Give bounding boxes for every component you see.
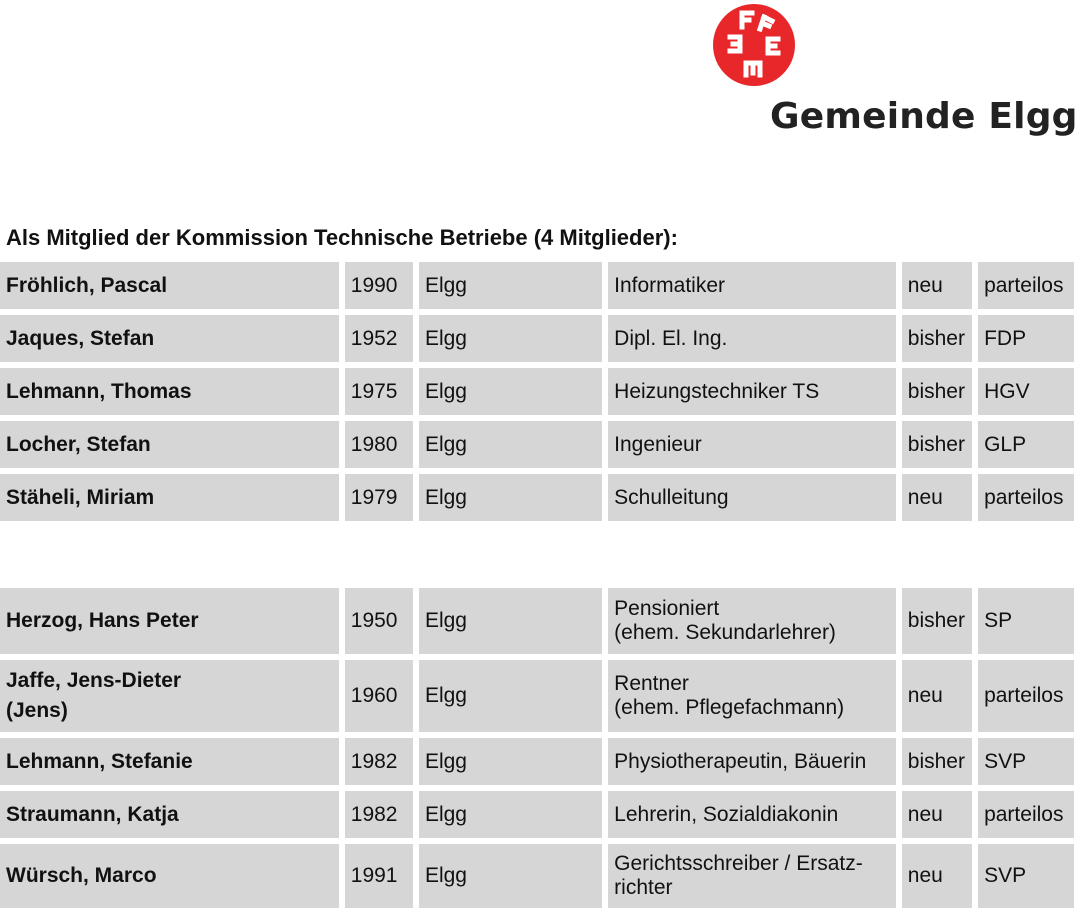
profession: Heizungstechniker TS <box>608 368 896 415</box>
place: Elgg <box>419 474 602 521</box>
party: HGV <box>978 368 1074 415</box>
profession-line-1: Pensioniert <box>614 597 720 620</box>
member-name: Straumann, Katja <box>0 791 339 838</box>
status: neu <box>902 262 972 309</box>
members-table-committee <box>0 256 1080 527</box>
table-row <box>0 791 1074 838</box>
member-name: Fröhlich, Pascal <box>0 262 339 309</box>
place: Elgg <box>419 660 602 732</box>
profession-line-2: (ehem. Sekundarlehrer) <box>614 621 836 644</box>
place: Elgg <box>419 791 602 838</box>
birth-year: 1982 <box>345 738 413 785</box>
member-name: Jaques, Stefan <box>0 315 339 362</box>
party: GLP <box>978 421 1074 468</box>
status: bisher <box>902 588 972 654</box>
status: neu <box>902 791 972 838</box>
profession: Physiotherapeutin, Bäuerin <box>608 738 896 785</box>
birth-year: 1950 <box>345 588 413 654</box>
birth-year: 1979 <box>345 474 413 521</box>
profession <box>608 844 896 908</box>
place: Elgg <box>419 588 602 654</box>
member-name: Lehmann, Stefanie <box>0 738 339 785</box>
table-row <box>0 368 1074 415</box>
party: parteilos <box>978 791 1074 838</box>
table-row <box>0 315 1074 362</box>
party: SP <box>978 588 1074 654</box>
member-name-line-1: Jaffe, Jens-Dieter <box>6 669 182 692</box>
birth-year: 1960 <box>345 660 413 732</box>
profession-line-1: Rentner <box>614 672 689 695</box>
place: Elgg <box>419 738 602 785</box>
birth-year: 1991 <box>345 844 413 908</box>
place: Elgg <box>419 262 602 309</box>
status: neu <box>902 844 972 908</box>
profession: Lehrerin, Sozialdiakonin <box>608 791 896 838</box>
status: neu <box>902 660 972 732</box>
profession-line-2: (ehem. Pflegefachmann) <box>614 696 845 719</box>
status: bisher <box>902 315 972 362</box>
party: SVP <box>978 844 1074 908</box>
table-row <box>0 660 1074 732</box>
member-name-line-2: (Jens) <box>6 699 68 722</box>
party: parteilos <box>978 660 1074 732</box>
place: Elgg <box>419 368 602 415</box>
member-name: Lehmann, Thomas <box>0 368 339 415</box>
table-row <box>0 262 1074 309</box>
profession: Schulleitung <box>608 474 896 521</box>
profession <box>608 588 896 654</box>
member-name: Würsch, Marco <box>0 844 339 908</box>
elgg-coat-of-arms-icon <box>712 3 796 87</box>
place: Elgg <box>419 844 602 908</box>
place: Elgg <box>419 421 602 468</box>
party: SVP <box>978 738 1074 785</box>
status: bisher <box>902 368 972 415</box>
profession-line-2: richter <box>614 876 673 899</box>
birth-year: 1990 <box>345 262 413 309</box>
member-name <box>0 660 339 732</box>
municipality-name: Gemeinde Elgg <box>770 96 1078 137</box>
profession <box>608 660 896 732</box>
place: Elgg <box>419 315 602 362</box>
profession-line-1: Gerichtsschreiber / Ersatz- <box>614 852 863 875</box>
member-name: Locher, Stefan <box>0 421 339 468</box>
table-row <box>0 588 1074 654</box>
party: parteilos <box>978 474 1074 521</box>
profession: Ingenieur <box>608 421 896 468</box>
table-row <box>0 844 1074 908</box>
birth-year: 1975 <box>345 368 413 415</box>
status: neu <box>902 474 972 521</box>
status: bisher <box>902 421 972 468</box>
member-name: Herzog, Hans Peter <box>0 588 339 654</box>
member-name: Stäheli, Miriam <box>0 474 339 521</box>
profession: Informatiker <box>608 262 896 309</box>
table-row <box>0 421 1074 468</box>
status: bisher <box>902 738 972 785</box>
party: parteilos <box>978 262 1074 309</box>
birth-year: 1980 <box>345 421 413 468</box>
table-row <box>0 738 1074 785</box>
section-heading: Als Mitglied der Kommission Technische Betriebe (4 Mitglieder): <box>6 225 678 250</box>
birth-year: 1982 <box>345 791 413 838</box>
members-table-candidates <box>0 582 1080 914</box>
party: FDP <box>978 315 1074 362</box>
profession: Dipl. El. Ing. <box>608 315 896 362</box>
table-row <box>0 474 1074 521</box>
birth-year: 1952 <box>345 315 413 362</box>
